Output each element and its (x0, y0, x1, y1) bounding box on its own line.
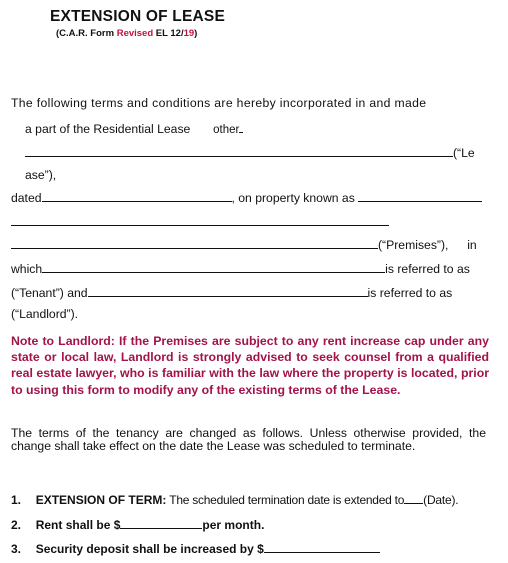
premises-label: (“Premises”), (378, 238, 449, 252)
dated-field[interactable] (42, 190, 232, 202)
item-3-label: Security deposit shall be increased by $ (35, 542, 264, 556)
tenant-name-field[interactable] (42, 261, 385, 273)
form-code-mid: EL 12/ (153, 28, 184, 39)
landlord-name-field[interactable] (88, 285, 368, 297)
item-1-suffix: (Date). (423, 493, 459, 507)
property-line-2 (11, 214, 389, 229)
note-to-landlord: Note to Landlord: If the Premises are subject to any rent increase cap under any state or local law, Landlord is strongly advised to seek counsel from a qualified real estate lawyer, who is familiar with the law where the property is located, prior to using this form to modify any of the existing terms of the Lease. (11, 334, 489, 397)
property-address-field-2[interactable] (11, 214, 389, 226)
lease-name-line (25, 145, 475, 160)
premises-line (11, 237, 477, 252)
document-title: EXTENSION OF LEASE (50, 8, 225, 25)
item-1-label: EXTENSION OF TERM: (35, 493, 167, 507)
item-2-label: Rent shall be $ (35, 518, 121, 532)
deposit-amount-field[interactable] (264, 541, 380, 553)
form-code-revised: Revised (116, 28, 154, 39)
terms-paragraph: The terms of the tenancy are changed as follows. Unless otherwise provided, the change shall take effect on the date the Lease was scheduled to terminate. (11, 426, 486, 453)
which-line (11, 261, 470, 276)
landlord-label: (“Landlord”). (11, 307, 79, 321)
other-option[interactable]: other (213, 124, 240, 136)
property-address-field-3[interactable] (11, 237, 378, 249)
lease-name-field[interactable] (25, 145, 453, 157)
property-known-label: , on property known as (231, 191, 355, 205)
form-code-prefix: (C.A.R. Form (56, 28, 117, 39)
referred-label-1: is referred to as (385, 262, 470, 276)
form-code (56, 28, 197, 39)
form-code-suffix: ) (194, 28, 198, 39)
item-security-deposit (11, 541, 380, 556)
termination-date-field[interactable] (404, 492, 423, 504)
lease-quote-close: ase”), (25, 168, 57, 182)
lease-quote-open: (“Le (453, 146, 475, 160)
item-3-number: 3. (11, 542, 22, 556)
intro-line-1: The following terms and conditions are hereby incorporated in and made (11, 96, 427, 110)
dated-line (11, 190, 482, 205)
item-2-number: 2. (11, 518, 22, 532)
intro-line-2 (25, 121, 243, 136)
which-label: which (11, 262, 43, 276)
tenant-line (11, 285, 452, 300)
in-label: in (467, 238, 477, 252)
other-blank[interactable] (239, 121, 243, 133)
item-extension-of-term (11, 492, 458, 507)
referred-label-2: is referred to as (367, 286, 453, 300)
item-1-text: The scheduled termination date is extended to (166, 493, 405, 507)
rent-amount-field[interactable] (120, 517, 202, 529)
tenant-label: (“Tenant”) and (11, 286, 88, 300)
item-2-suffix: per month. (202, 518, 265, 532)
item-1-number: 1. (11, 493, 22, 507)
intro-line-2-text: a part of the Residential Lease (25, 122, 191, 136)
dated-label: dated (11, 191, 42, 205)
item-rent (11, 517, 264, 532)
form-code-year: 19 (183, 28, 195, 39)
property-address-field-1[interactable] (358, 190, 482, 202)
